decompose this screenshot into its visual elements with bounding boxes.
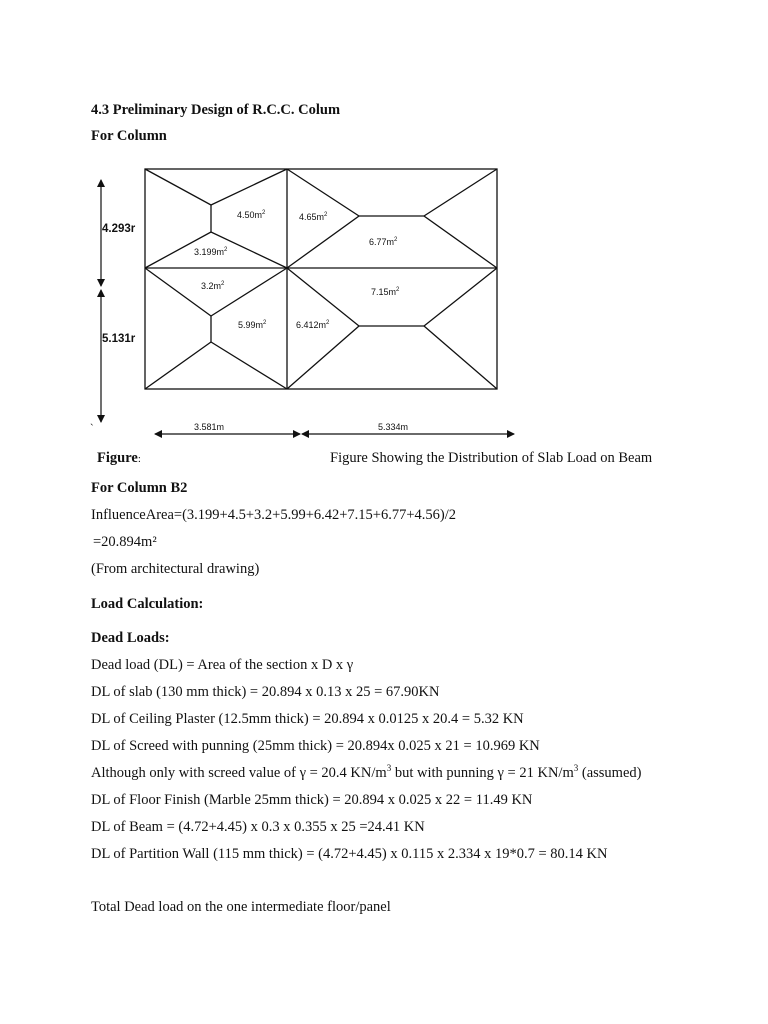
dimension-label-left-top: 4.293r xyxy=(102,223,136,235)
figure-caption: Figure Showing the Distribution of Slab Load on Beam xyxy=(330,450,653,466)
area-label: $7.15m^2$ xyxy=(371,287,400,297)
yield-line xyxy=(424,268,497,389)
dimension-label-bottom-right: 5.334m xyxy=(378,422,409,432)
yield-line xyxy=(424,169,497,268)
dimension-label-bottom-left: 3.581m xyxy=(194,422,225,432)
influence-area-result: =20.894m² xyxy=(93,534,157,550)
area-label: $3.2m^2$ xyxy=(201,281,225,291)
dimension-label-left-bottom: 5.131r xyxy=(102,333,136,345)
section-heading: 4.3 Preliminary Design of R.C.C. Colum xyxy=(91,102,341,118)
dl-ceiling-plaster: DL of Ceiling Plaster (12.5mm thick) = 20.894 x 0.0125 x 20.4 = 5.32 KN xyxy=(91,711,524,727)
area-label: $6.412m^2$ xyxy=(296,320,330,330)
yield-line xyxy=(145,342,287,389)
dl-screed: DL of Screed with punning (25mm thick) = 20.894x 0.025 x 21 = 10.969 KN xyxy=(91,738,540,754)
dl-floor-finish: DL of Floor Finish (Marble 25mm thick) = 20.894 x 0.025 x 22 = 11.49 KN xyxy=(91,792,533,808)
dl-beam: DL of Beam = (4.72+4.45) x 0.3 x 0.355 x 25 =24.41 KN xyxy=(91,819,425,835)
yield-line xyxy=(145,268,287,316)
total-dead-load: Total Dead load on the one intermediate floor/panel xyxy=(91,899,391,915)
area-label: $4.65m^2$ xyxy=(299,212,328,222)
area-label: $3.199m^2$ xyxy=(194,247,228,257)
source-note: (From architectural drawing) xyxy=(91,561,260,577)
screed-note: Although only with screed value of γ = 20.4 $KN/m^3$ but with punning γ = 21 $KN/m^3$ (assumed) xyxy=(91,763,642,781)
dl-slab: DL of slab (130 mm thick) = 20.894 x 0.13 x 25 = 67.90KN xyxy=(91,684,440,700)
load-calculation-heading: Load Calculation: xyxy=(91,596,204,612)
dead-load-formula: Dead load (DL) = Area of the section x D x γ xyxy=(91,657,354,673)
stray-mark: ` xyxy=(90,423,94,435)
influence-area-formula: InfluenceArea=(3.199+4.5+3.2+5.99+6.42+7.15+6.77+4.56)/2 xyxy=(91,507,457,523)
dl-partition-wall: DL of Partition Wall (115 mm thick) = (4.72+4.45) x 0.115 x 2.334 x 19*0.7 = 80.14 KN xyxy=(91,846,608,862)
yield-line xyxy=(145,169,287,205)
subheading-for-column: For Column xyxy=(91,128,167,144)
column-b2-heading: For Column B2 xyxy=(91,480,188,496)
area-label: $4.50m^2$ xyxy=(237,210,266,220)
figure-label: Figure: xyxy=(97,450,141,466)
slab-outline xyxy=(145,169,497,389)
dead-loads-heading: Dead Loads: xyxy=(91,630,170,646)
area-label: $6.77m^2$ xyxy=(369,237,398,247)
slab-load-distribution-diagram xyxy=(0,0,768,450)
area-label: $5.99m^2$ xyxy=(238,320,267,330)
